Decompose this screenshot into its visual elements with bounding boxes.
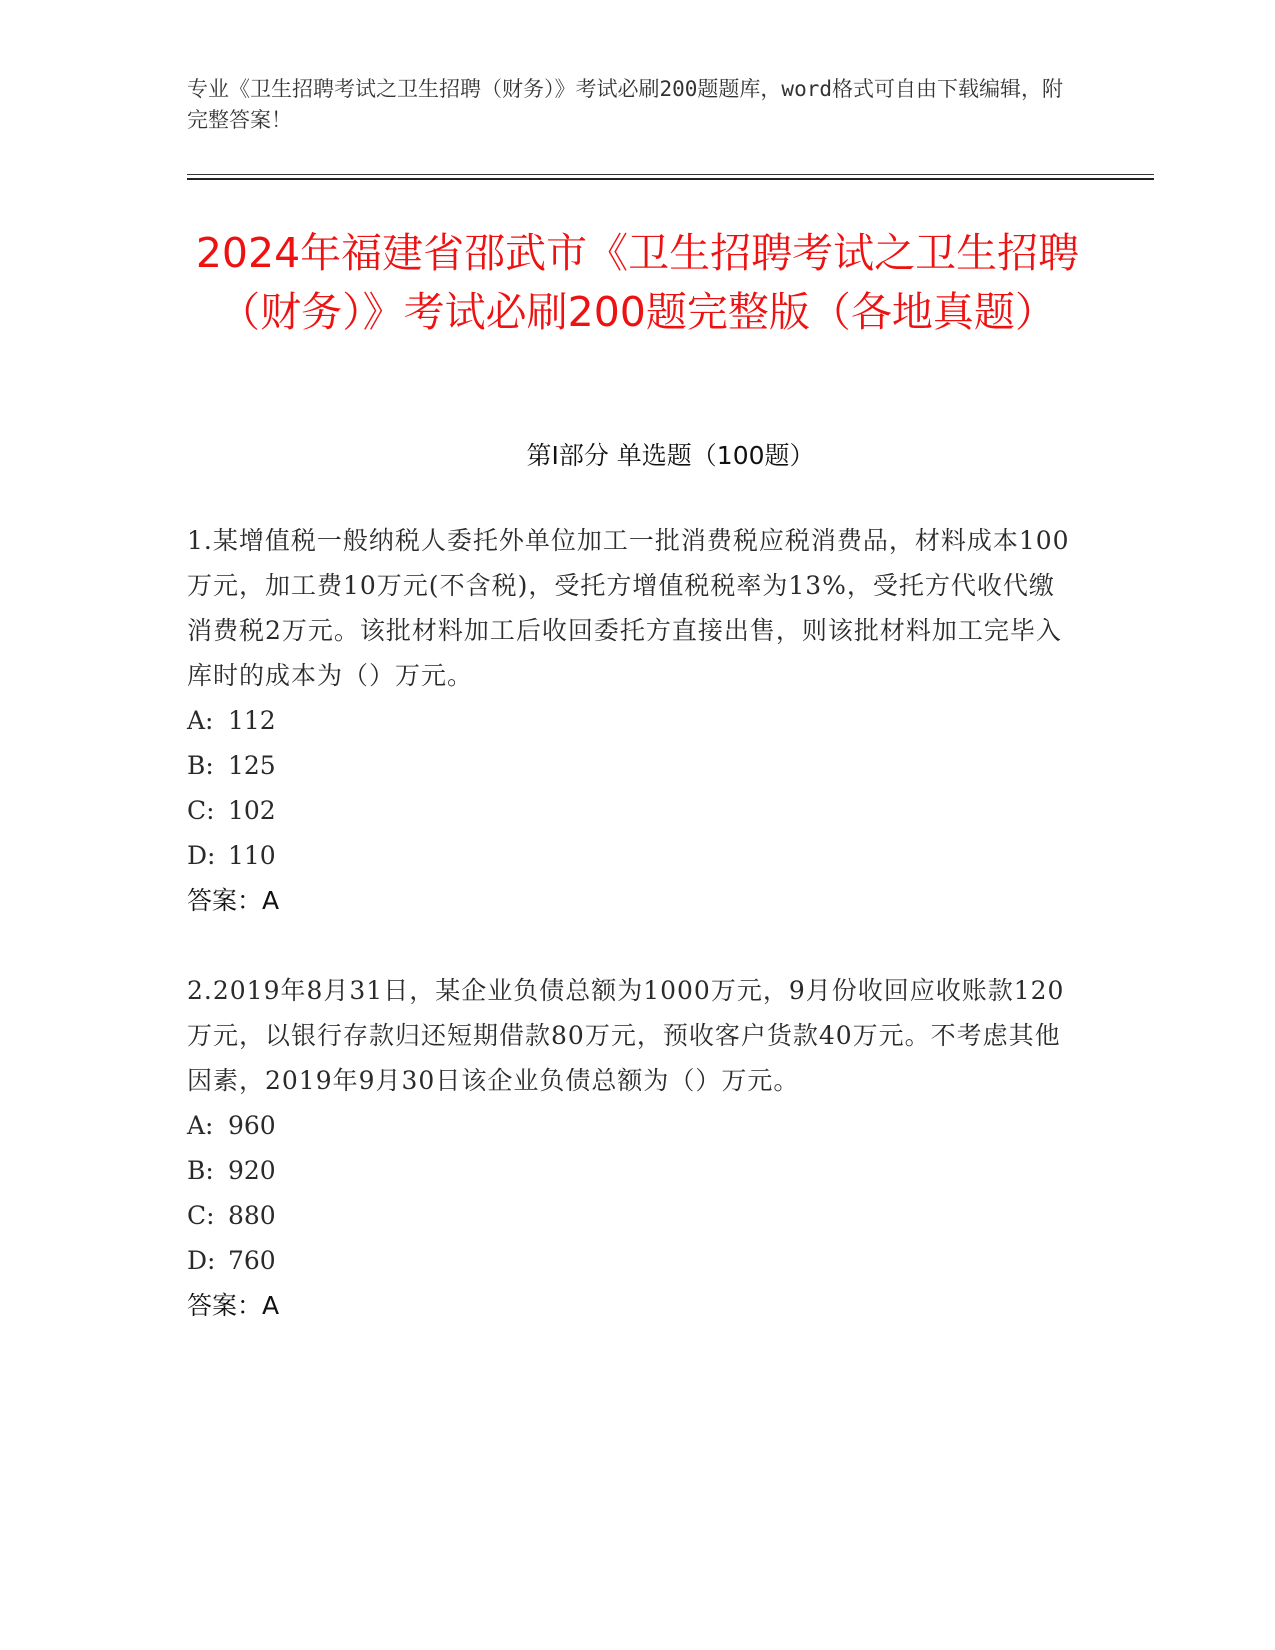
option-letter: C:	[187, 1201, 215, 1230]
document-title: 2024年福建省邵武市《卫生招聘考试之卫生招聘（财务）》考试必刷200题完整版（各地真题）	[195, 229, 1080, 336]
question-2	[187, 968, 1072, 1328]
option-b	[187, 1148, 1072, 1193]
option-d	[187, 1238, 1072, 1283]
option-d	[187, 833, 1072, 878]
option-letter: C:	[187, 796, 215, 825]
option-letter: B:	[187, 1156, 214, 1185]
question-stem: 1.某增值税一般纳税人委托外单位加工一批消费税应税消费品，材料成本100万元，加工费10万元(不含税)，受托方增值税税率为13%，受托方代收代缴消费税2万元。该批材料加工后收回委托方直接出售，则该批材料加工完毕入库时的成本为（）万元。	[187, 526, 1070, 690]
answer-line: 答案：A	[187, 886, 280, 915]
header-divider-bottom	[187, 178, 1154, 180]
question-stem: 2.2019年8月31日，某企业负债总额为1000万元，9月份收回应收账款120万元，以银行存款归还短期借款80万元，预收客户货款40万元。不考虑其他因素，2019年9月30日该企业负债总额为（）万元。	[187, 976, 1065, 1095]
question-1	[187, 518, 1072, 923]
option-text: 102	[228, 796, 276, 825]
header-note: 专业《卫生招聘考试之卫生招聘（财务）》考试必刷200题题库，word格式可自由下载编辑，附完整答案！	[187, 77, 1063, 132]
option-text: 920	[228, 1156, 276, 1185]
option-text: 125	[228, 751, 276, 780]
option-letter: A:	[187, 706, 214, 735]
option-c	[187, 1193, 1072, 1238]
option-text: 110	[228, 841, 276, 870]
answer-line: 答案：A	[187, 1291, 280, 1320]
option-letter: D:	[187, 1246, 216, 1275]
option-letter: A:	[187, 1111, 214, 1140]
option-text: 112	[228, 706, 276, 735]
option-c	[187, 788, 1072, 833]
option-text: 880	[228, 1201, 276, 1230]
option-a	[187, 1103, 1072, 1148]
option-text: 960	[228, 1111, 276, 1140]
option-letter: B:	[187, 751, 214, 780]
header-divider-top	[187, 174, 1154, 175]
option-text: 760	[228, 1246, 276, 1275]
option-letter: D:	[187, 841, 216, 870]
section-heading: 第I部分 单选题（100题）	[526, 441, 815, 470]
option-b	[187, 743, 1072, 788]
option-a	[187, 698, 1072, 743]
